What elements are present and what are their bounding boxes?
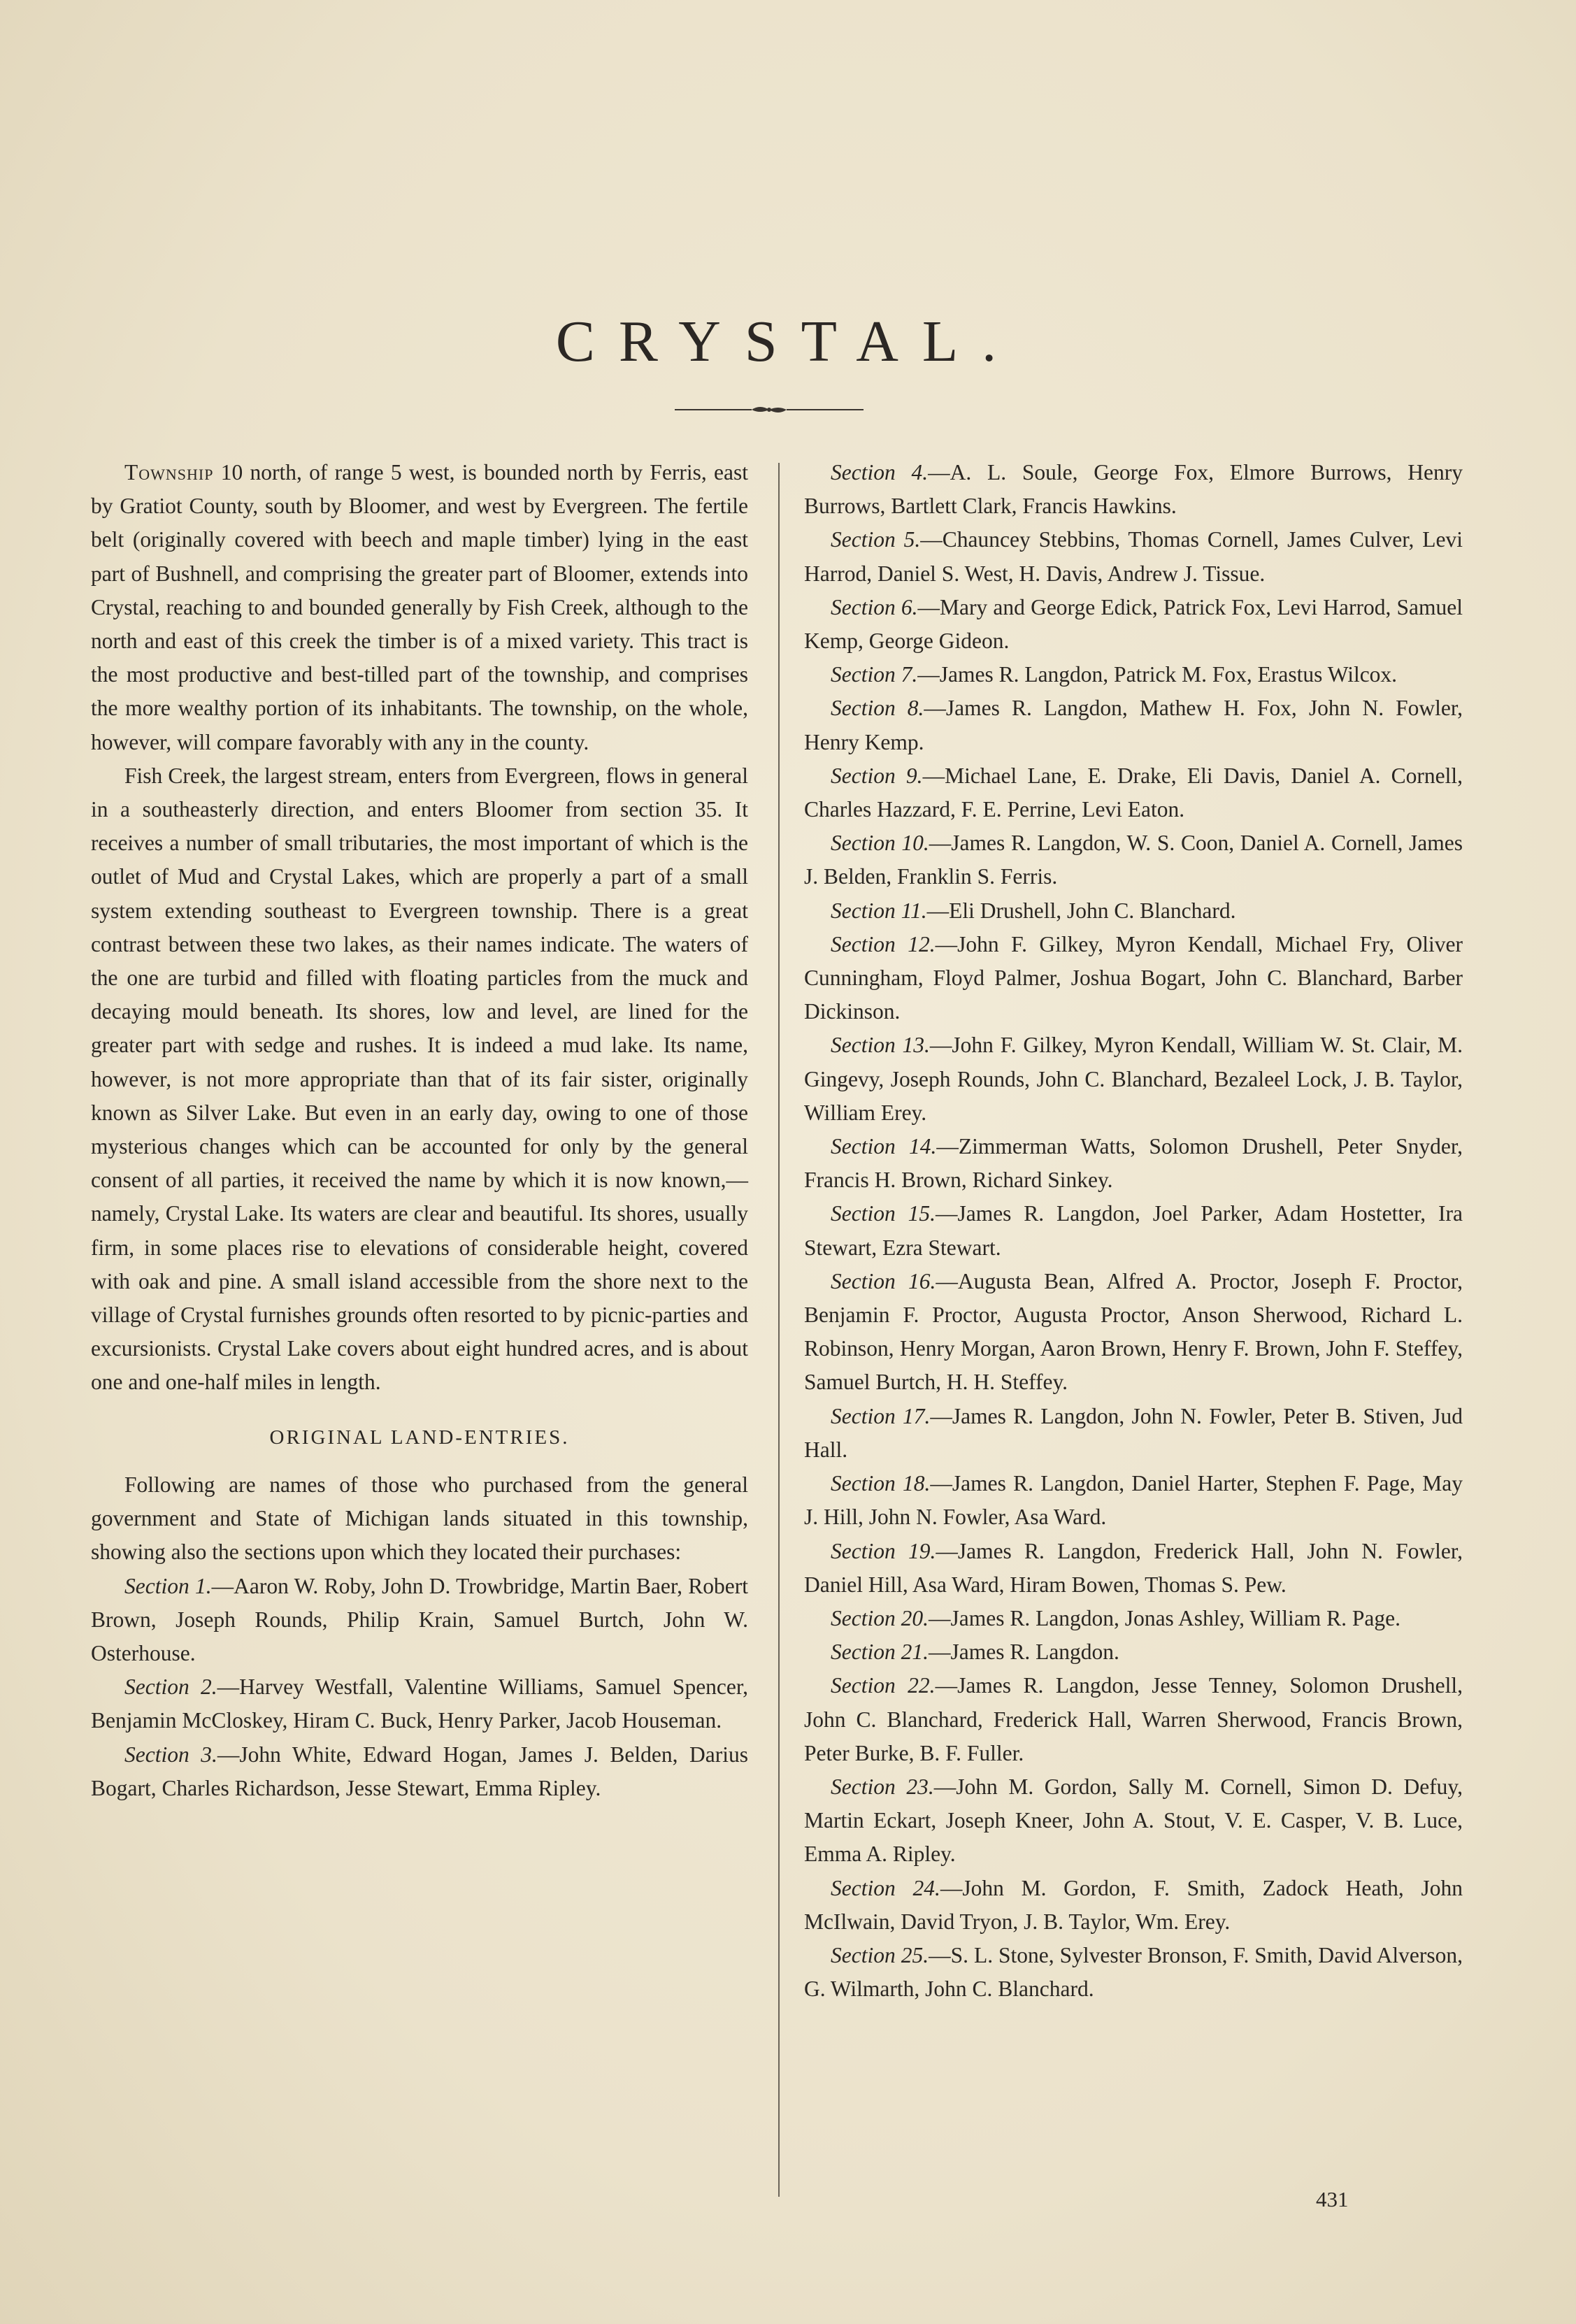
section-label: Section 11. [831,898,927,923]
section-names: —S. L. Stone, Sylvester Bronson, F. Smith, David Alverson, G. Wilmarth, John C. Blanchard. [804,1942,1463,2002]
section-entry [804,1130,1463,1197]
section-entry [804,894,1463,928]
section-names: —James R. Langdon. [928,1640,1119,1665]
section-label: Section 9. [831,763,923,788]
section-names: —John F. Gilkey, Myron Kendall, William W. St. Clair, M. Gingevy, Joseph Rounds, John C. Blanchard, Bezaleel Lock, J. B. Taylor, William Erey. [804,1033,1463,1125]
section-entry [804,1939,1463,2006]
section-label: Section 23. [831,1774,934,1799]
section-label: Section 1. [124,1573,212,1598]
intro-lead-word: Township [124,460,214,485]
section-names: —Mary and George Edick, Patrick Fox, Levi Harrod, Samuel Kemp, George Gideon. [804,594,1463,654]
section-label: Section 21. [831,1640,929,1665]
page-number: 431 [1316,2187,1349,2211]
section-entry [91,1670,748,1737]
section-entry [804,1669,1463,1770]
section-label: Section 3. [124,1742,217,1767]
section-names: —James R. Langdon, John N. Fowler, Peter B. Stiven, Jud Hall. [804,1403,1463,1462]
section-entry [91,1570,748,1671]
section-names: —James R. Langdon, Joel Parker, Adam Hostetter, Ira Stewart, Ezra Stewart. [804,1201,1463,1260]
section-label: Section 14. [831,1134,937,1159]
intro-paragraph-2: Fish Creek, the largest stream, enters from Evergreen, flows in general in a southeasterly direction, and enters Bloomer from section 35. It receives a number of small tributaries, the most important of which is the outlet of Mud and Crystal Lakes, which are properly a part of a small system extending southeast to Evergreen township. There is a great contrast between these two lakes, as their names indicate. The waters of the one are turbid and filled with floating particles from the muck and decaying mould beneath. Its shores, low and level, are lined for the greater part with sedge and rushes. It is indeed a mud lake. Its name, however, is not more appropriate than that of its fair sister, originally known as Silver Lake. But even in an early day, owing to one of those mysterious changes which can be accounted for only by the general consent of all parties, it received the name by which it is now known,—namely, Crystal Lake. Its waters are clear and beautiful. Its shores, usually firm, in some places rise to elevations of considerable height, covered with oak and pine. A small island accessible from the shore next to the village of Crystal furnishes grounds often resorted to by picnic-parties and excursionists. Crystal Lake covers about eight hundred acres, and is about one and one-half miles in length. [91,763,748,1395]
section-names: —John M. Gordon, Sally M. Cornell, Simon D. Defuy, Martin Eckart, Joseph Kneer, John A. Stout, V. E. Casper, V. B. Luce, Emma A. Ripley. [804,1774,1463,1867]
section-entry [804,1265,1463,1400]
section-label: Section 13. [831,1033,930,1058]
title-ornament [675,403,864,417]
section-names: —James R. Langdon, Frederick Hall, John N. Fowler, Daniel Hill, Asa Ward, Hiram Bowen, Thomas S. Pew. [804,1538,1463,1597]
section-label: Section 12. [831,931,936,956]
section-label: Section 20. [831,1605,929,1630]
section-entry [91,1738,748,1805]
left-column [91,456,748,1805]
section-label: Section 18. [831,1471,931,1496]
section-entry [804,1400,1463,1467]
section-label: Section 25. [831,1942,929,1967]
section-label: Section 10. [831,831,929,856]
section-label: Section 8. [831,696,924,721]
section-entry [804,591,1463,658]
section-names: —James R. Langdon, Jonas Ashley, William R. Page. [928,1605,1401,1630]
right-column [804,456,1463,2006]
land-entries-intro: Following are names of those who purchased from the general government and State of Michigan lands situated in this township, showing also the sections upon which they located their purchases: [91,1472,748,1565]
section-names: —James R. Langdon, Jesse Tenney, Solomon Drushell, John C. Blanchard, Frederick Hall, Warren Sherwood, Francis Brown, Peter Burke, B. F. Fuller. [804,1673,1463,1765]
section-entry [804,658,1463,691]
right-section-list [804,456,1463,2006]
section-names: —James R. Langdon, Mathew H. Fox, John N. Fowler, Henry Kemp. [804,696,1463,754]
section-entry [804,1635,1463,1669]
section-label: Section 22. [831,1673,936,1698]
section-names: —A. L. Soule, George Fox, Elmore Burrows, Henry Burrows, Bartlett Clark, Francis Hawkins. [804,460,1463,519]
section-entry [804,1197,1463,1264]
section-entry [804,1872,1463,1939]
land-entries-heading: ORIGINAL LAND-ENTRIES. [269,1426,570,1449]
section-names: —Augusta Bean, Alfred A. Proctor, Joseph F. Proctor, Benjamin F. Proctor, Augusta Proctor, Anson Sherwood, Richard L. Robinson, Henry Morgan, Aaron Brown, Henry F. Brown, John F. Steffey, Samuel Burtch, H. H. Steffey. [804,1268,1463,1395]
section-label: Section 5. [831,527,921,552]
section-label: Section 2. [124,1674,217,1700]
section-entry [804,759,1463,826]
section-entry [804,691,1463,759]
section-entry [804,523,1463,590]
section-names: —Harvey Westfall, Valentine Williams, Samuel Spencer, Benjamin McCloskey, Hiram C. Buck, Henry Parker, Jacob Houseman. [91,1674,748,1733]
section-names: —James R. Langdon, Daniel Harter, Stephen F. Page, May J. Hill, John N. Fowler, Asa Ward. [804,1471,1463,1530]
section-names: —Michael Lane, E. Drake, Eli Davis, Daniel A. Cornell, Charles Hazzard, F. E. Perrine, Levi Eaton. [804,763,1463,822]
section-label: Section 6. [831,594,918,619]
section-label: Section 4. [831,460,929,485]
section-names: —James R. Langdon, W. S. Coon, Daniel A. Cornell, James J. Belden, Franklin S. Ferris. [804,831,1463,889]
section-label: Section 16. [831,1268,936,1293]
section-entry [804,1535,1463,1602]
section-label: Section 7. [831,662,918,687]
section-label: Section 15. [831,1201,936,1226]
section-names: —John F. Gilkey, Myron Kendall, Michael Fry, Oliver Cunningham, Floyd Palmer, Joshua Bogart, John C. Blanchard, Barber Dickinson. [804,931,1463,1024]
section-label: Section 17. [831,1403,931,1428]
section-entry [804,928,1463,1029]
section-label: Section 24. [831,1875,940,1900]
intro-text-1: 10 north, of range 5 west, is bounded north by Ferris, east by Gratiot County, south by Bloomer, and west by Evergreen. The fertile belt (originally covered with beech and maple timber) lying in the east part of Bushnell, and comprising the greater part of Bloomer, extends into Crystal, reaching to and bounded generally by Fish Creek, although to the north and east of this creek the timber is of a mixed variety. This tract is the most productive and best-tilled part of the township, and comprises the more wealthy portion of its inhabitants. The township, on the whole, however, will compare favorably with any in the county. [91,460,748,754]
section-names: —Chauncey Stebbins, Thomas Cornell, James Culver, Levi Harrod, Daniel S. West, H. Davis, Andrew J. Tissue. [804,527,1463,586]
section-names: —Zimmerman Watts, Solomon Drushell, Peter Snyder, Francis H. Brown, Richard Sinkey. [804,1134,1463,1193]
section-names: —Eli Drushell, John C. Blanchard. [926,898,1236,923]
section-label: Section 19. [831,1538,936,1563]
left-section-list [91,1570,748,1805]
column-divider [778,463,780,2197]
section-entry [804,1602,1463,1635]
page-title: CRYSTAL. [555,309,1021,374]
intro-paragraph-1 [91,456,748,759]
section-entry [804,826,1463,894]
section-names: —John M. Gordon, F. Smith, Zadock Heath, John McIlwain, David Tryon, J. B. Taylor, Wm. Erey. [804,1875,1463,1934]
section-names: —Aaron W. Roby, John D. Trowbridge, Martin Baer, Robert Brown, Joseph Rounds, Philip Krain, Samuel Burtch, John W. Osterhouse. [91,1573,749,1665]
section-entry [804,456,1463,523]
section-names: —John White, Edward Hogan, James J. Belden, Darius Bogart, Charles Richardson, Jesse Stewart, Emma Ripley. [91,1742,748,1800]
section-names: —James R. Langdon, Patrick M. Fox, Erastus Wilcox. [917,662,1398,687]
section-entry [804,1467,1463,1534]
section-entry [804,1770,1463,1872]
section-entry [804,1028,1463,1130]
